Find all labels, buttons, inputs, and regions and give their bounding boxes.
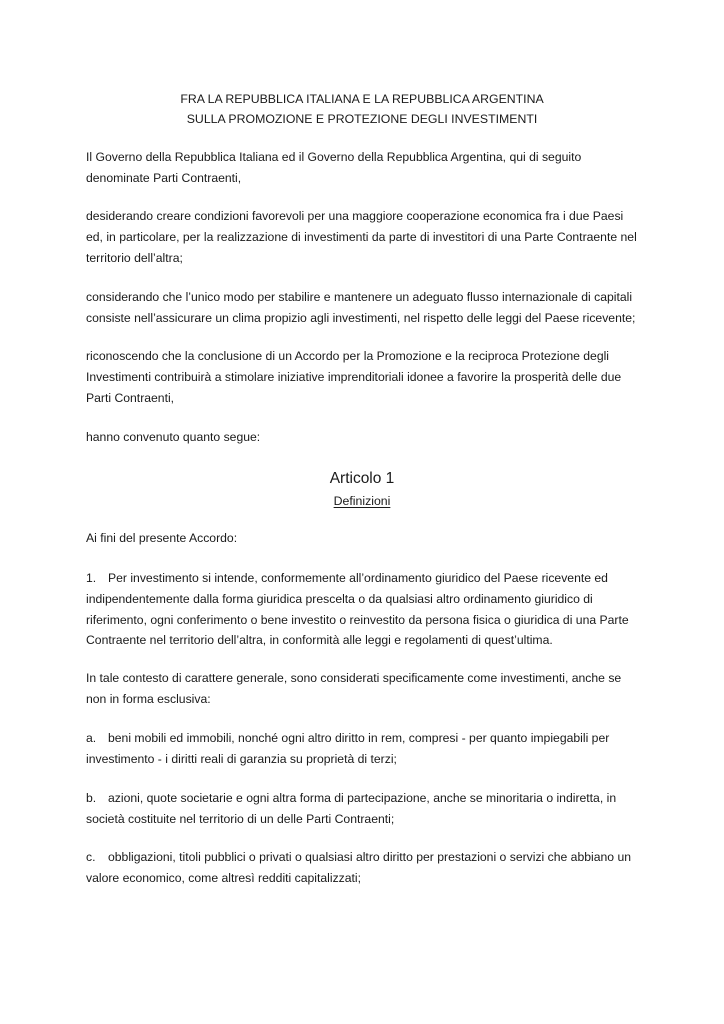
article-heading: Articolo 1 — [329, 470, 395, 487]
article-item-1 — [86, 568, 642, 651]
article-context: In tale contesto di carattere generale, sono considerati specificamente come investimenti, anche se non in forma esclusiva: — [86, 671, 622, 706]
article-item-a-text: beni mobili ed immobili, nonché ogni altro diritto in rem, compresi - per quanto impiegabili per investimento - i diritti reali di garanzia su proprietà di terzi; — [86, 731, 610, 766]
article-subheading-text: Definizioni — [333, 494, 391, 508]
article-intro: Ai fini del presente Accordo: — [86, 531, 238, 545]
preamble-parties: Il Governo della Repubblica Italiana ed il Governo della Repubblica Argentina, qui di seguito denominate Parti Contraenti, — [86, 150, 582, 185]
article-item-1-text: Per investimento si intende, conformemente all’ordinamento giuridico del Paese ricevente ed indipendentemente dalla forma giuridica prescelta o da qualsiasi altro ordinamento giuridico di riferimento, ogni conferimento o bene investito o reinvestito da persona fisica o giuridica di una Parte Contraente nel territorio dell’altra, in conformità alle leggi e regolamenti di quest’ultima. — [86, 571, 629, 648]
article-item-b — [86, 788, 642, 830]
article-item-a — [86, 728, 642, 770]
preamble-riconoscendo: riconoscendo che la conclusione di un Accordo per la Promozione e la reciproca Protezione degli Investimenti contribuirà a stimolare iniziative imprenditoriali idonee a favorire la prosperità delle due Parti Contraenti, — [86, 349, 622, 405]
preamble-hanno-convenuto: hanno convenuto quanto segue: — [86, 430, 261, 444]
article-item-c-marker: c. — [86, 850, 96, 864]
preamble-desiderando: desiderando creare condizioni favorevoli per una maggiore cooperazione economica fra i due Paesi ed, in particolare, per la realizzazione di investimenti da parte di investitori di una Parte Contraente nel territorio dell’altra; — [86, 209, 637, 265]
article-item-a-marker: a. — [86, 731, 97, 745]
article-item-1-marker: 1. — [86, 571, 97, 585]
article-item-b-marker: b. — [86, 791, 97, 805]
article-item-c — [86, 847, 642, 889]
document-title-line-1: FRA LA REPUBBLICA ITALIANA E LA REPUBBLICA ARGENTINA — [180, 92, 544, 106]
article-subheading — [0, 493, 724, 509]
document-title-line-2: SULLA PROMOZIONE E PROTEZIONE DEGLI INVESTIMENTI — [186, 112, 538, 126]
preamble-considerando: considerando che l’unico modo per stabilire e mantenere un adeguato flusso internazionale di capitali consiste nell’assicurare un clima propizio agli investimenti, nel rispetto delle leggi del Paese ricevente; — [86, 290, 636, 325]
article-item-c-text: obbligazioni, titoli pubblici o privati o qualsiasi altro diritto per prestazioni o servizi che abbiano un valore economico, come altresì redditi capitalizzati; — [86, 850, 631, 885]
article-item-b-text: azioni, quote societarie e ogni altra forma di partecipazione, anche se minoritaria o indiretta, in società costituite nel territorio di un delle Parti Contraenti; — [86, 791, 617, 826]
